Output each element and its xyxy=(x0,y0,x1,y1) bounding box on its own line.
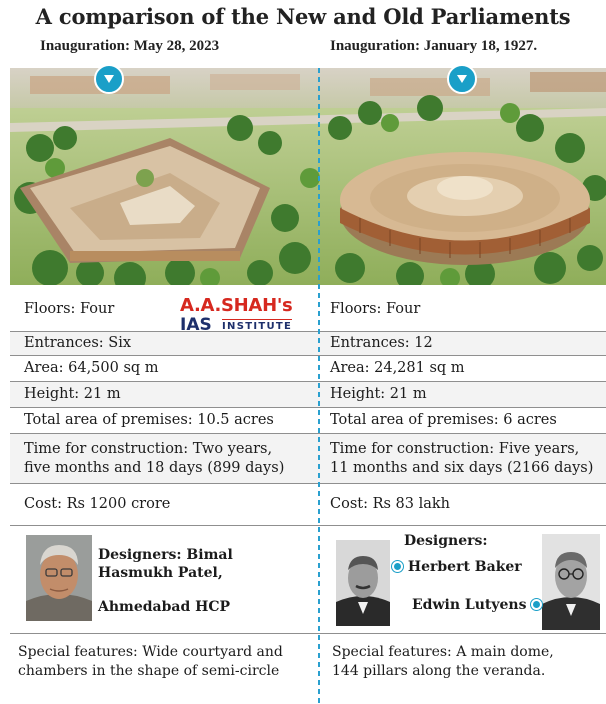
old-time-line1: Time for construction: Five years, xyxy=(330,440,580,457)
old-height: Height: 21 m xyxy=(330,386,427,402)
row-height xyxy=(10,382,606,408)
old-special-features xyxy=(332,634,606,690)
row-premises xyxy=(10,408,606,434)
old-entrances: Entrances: 12 xyxy=(330,335,433,351)
logo-line2: IAS xyxy=(180,315,212,335)
old-features-line2: 144 pillars along the veranda. xyxy=(332,663,546,679)
new-premises: Total area of premises: 10.5 acres xyxy=(24,412,274,428)
old-floors: Floors: Four xyxy=(330,301,421,317)
new-inauguration: Inauguration: May 28, 2023 xyxy=(40,38,220,54)
new-designers-line2: Hasmukh Patel, xyxy=(98,565,223,581)
old-designer-baker xyxy=(392,558,522,576)
column-divider xyxy=(318,68,320,704)
new-entrances: Entrances: Six xyxy=(24,335,132,351)
old-designer-lutyens xyxy=(412,596,542,614)
row-special-features xyxy=(10,634,606,690)
bimal-patel-portrait xyxy=(26,535,92,621)
old-designers-heading: Designers: xyxy=(404,533,488,549)
location-pin-icon xyxy=(447,64,477,94)
new-height: Height: 21 m xyxy=(24,386,121,402)
new-designers-line1: Designers: Bimal xyxy=(98,547,233,563)
row-construction-time xyxy=(10,434,606,484)
new-time-line1: Time for construction: Two years, xyxy=(24,440,273,457)
herbert-baker-portrait xyxy=(336,540,390,626)
logo-line3: INSTITUTE xyxy=(222,321,293,332)
old-construction-time xyxy=(330,434,606,483)
new-features-line1: Special features: Wide courtyard and xyxy=(18,644,283,660)
old-designer2-label: Edwin Lutyens xyxy=(412,597,527,613)
new-floors: Floors: Four xyxy=(24,301,115,317)
location-pin-icon xyxy=(94,64,124,94)
new-area: Area: 64,500 sq m xyxy=(24,360,159,376)
old-cost: Cost: Rs 83 lakh xyxy=(330,496,451,512)
new-construction-time xyxy=(24,434,320,483)
row-cost xyxy=(10,484,606,526)
institute-logo xyxy=(180,295,310,337)
new-cost: Cost: Rs 1200 crore xyxy=(24,496,171,512)
old-area: Area: 24,281 sq m xyxy=(330,360,465,376)
pointer-dot-icon xyxy=(392,561,403,572)
old-time-line2: 11 months and six days (2166 days) xyxy=(330,459,594,476)
old-inauguration: Inauguration: January 18, 1927. xyxy=(330,38,538,54)
new-time-line2: five months and 18 days (899 days) xyxy=(24,459,285,476)
new-special-features xyxy=(18,634,328,690)
new-features-line2: chambers in the shape of semi-circle xyxy=(18,663,280,679)
old-premises: Total area of premises: 6 acres xyxy=(330,412,557,428)
new-designers-line3: Ahmedabad HCP xyxy=(98,599,231,615)
old-designer1-label: Herbert Baker xyxy=(407,559,522,575)
old-features-line1: Special features: A main dome, xyxy=(332,644,554,660)
row-area xyxy=(10,356,606,382)
logo-line1: A.A.SHAH's xyxy=(180,295,293,316)
parliament-aerial-image xyxy=(10,68,606,285)
page-title: A comparison of the New and Old Parliaments xyxy=(35,4,571,29)
edwin-lutyens-portrait xyxy=(542,534,600,630)
pointer-dot-icon xyxy=(531,599,542,610)
